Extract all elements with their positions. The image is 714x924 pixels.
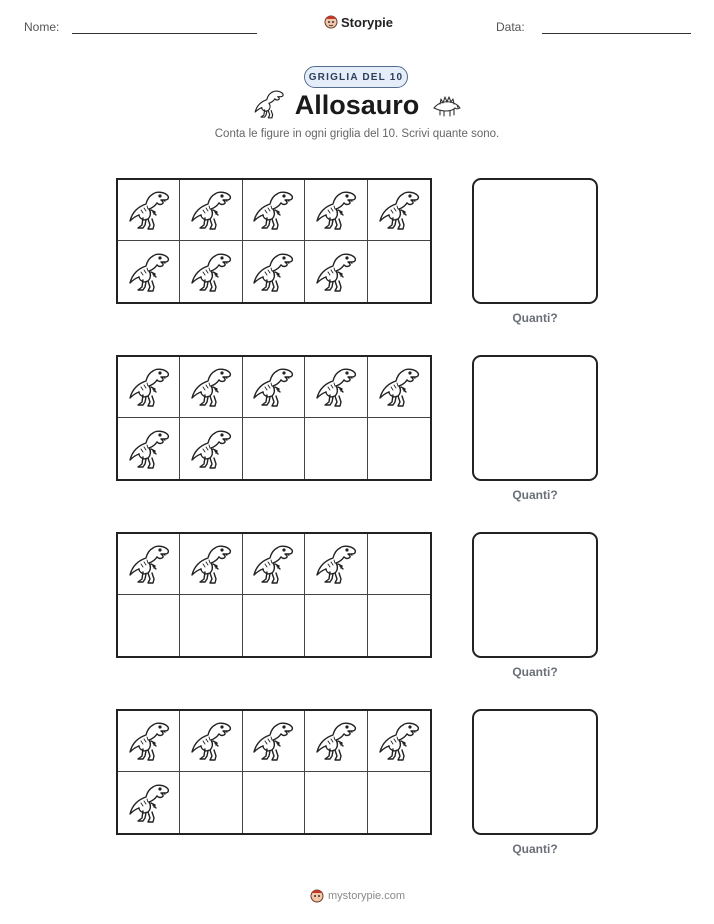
dinosaur-icon: [189, 188, 233, 232]
ten-frame-cell: [368, 595, 430, 656]
dinosaur-icon: [127, 427, 171, 471]
answer-label: Quanti?: [512, 665, 558, 679]
dinosaur-icon: [189, 250, 233, 294]
footer: [310, 888, 405, 904]
dinosaur-icon: [189, 427, 233, 471]
ten-frame-cell: [118, 180, 180, 241]
ten-frame-cell: [118, 241, 180, 302]
storypie-logo-icon: [310, 888, 324, 904]
ten-frame-cell: [305, 711, 367, 772]
dinosaur-icon: [127, 188, 171, 232]
dinosaur-icon: [189, 365, 233, 409]
ten-frame: [116, 355, 432, 481]
stegosaurus-icon: [432, 94, 462, 118]
ten-frame-cell: [243, 711, 305, 772]
ten-frame-cell: [180, 772, 242, 833]
ten-frame-cell: [180, 711, 242, 772]
ten-frame-cell: [368, 241, 430, 302]
dinosaur-icon: [127, 719, 171, 763]
brand-name: Storypie: [341, 14, 394, 30]
ten-frame-cell: [180, 595, 242, 656]
dinosaur-icon: [251, 188, 295, 232]
ten-frame-cell: [305, 180, 367, 241]
ten-frame-cell: [243, 357, 305, 418]
dinosaur-icon: [377, 719, 421, 763]
ten-frame-cell: [368, 534, 430, 595]
ten-frame-cell: [180, 241, 242, 302]
name-field[interactable]: [72, 33, 257, 34]
ten-frame-cell: [118, 418, 180, 479]
ten-frame: [116, 532, 432, 658]
dinosaur-icon: [189, 719, 233, 763]
ten-frame-cell: [118, 357, 180, 418]
ten-frame-cell: [368, 418, 430, 479]
dinosaur-icon: [251, 719, 295, 763]
ten-frame: [116, 709, 432, 835]
ten-frame-cell: [368, 180, 430, 241]
ten-frame-cell: [118, 595, 180, 656]
ten-frame-cell: [243, 595, 305, 656]
dinosaur-icon: [127, 365, 171, 409]
dinosaur-icon: [314, 250, 358, 294]
ten-frame-cell: [118, 711, 180, 772]
ten-frame: [116, 178, 432, 304]
answer-label: Quanti?: [512, 488, 558, 502]
dinosaur-icon: [127, 542, 171, 586]
ten-frame-cell: [368, 772, 430, 833]
dinosaur-icon: [314, 542, 358, 586]
ten-frame-cell: [243, 534, 305, 595]
ten-frame-cell: [180, 357, 242, 418]
ten-frame-cell: [243, 418, 305, 479]
ten-frame-cell: [180, 418, 242, 479]
answer-box[interactable]: [472, 178, 598, 304]
ten-frame-cell: [368, 357, 430, 418]
ten-frame-cell: [305, 772, 367, 833]
dinosaur-icon: [377, 365, 421, 409]
ten-frame-cell: [243, 241, 305, 302]
dinosaur-icon: [377, 188, 421, 232]
dinosaur-icon: [251, 250, 295, 294]
ten-frame-cell: [118, 534, 180, 595]
dinosaur-icon: [314, 365, 358, 409]
ten-frame-cell: [243, 772, 305, 833]
dinosaur-icon: [314, 719, 358, 763]
date-field[interactable]: [542, 33, 691, 34]
brand-logo: [324, 14, 393, 30]
dinosaur-icon: [251, 365, 295, 409]
dinosaur-icon: [127, 781, 171, 825]
ten-frame-cell: [305, 595, 367, 656]
worksheet-badge: GRIGLIA DEL 10: [304, 66, 408, 88]
ten-frame-cell: [180, 534, 242, 595]
dinosaur-icon: [189, 542, 233, 586]
dinosaur-icon: [127, 250, 171, 294]
ten-frame-cell: [305, 241, 367, 302]
ten-frame-cell: [305, 418, 367, 479]
dinosaur-icon: [314, 188, 358, 232]
ten-frame-cell: [243, 180, 305, 241]
name-label: Nome:: [24, 20, 60, 34]
answer-box[interactable]: [472, 709, 598, 835]
answer-label: Quanti?: [512, 842, 558, 856]
answer-box[interactable]: [472, 532, 598, 658]
ten-frame-cell: [305, 357, 367, 418]
worksheet-title: Allosauro: [294, 90, 420, 120]
ten-frame-cell: [305, 534, 367, 595]
ten-frame-cell: [118, 772, 180, 833]
footer-url: mystorypie.com: [328, 890, 406, 902]
instructions: Conta le figure in ogni griglia del 10. Scrivi quante sono.: [214, 128, 500, 140]
ten-frame-cell: [180, 180, 242, 241]
answer-label: Quanti?: [512, 311, 558, 325]
dinosaur-icon: [251, 542, 295, 586]
ten-frame-cell: [368, 711, 430, 772]
date-label: Data:: [496, 20, 525, 34]
answer-box[interactable]: [472, 355, 598, 481]
storypie-logo-icon: [324, 14, 338, 30]
